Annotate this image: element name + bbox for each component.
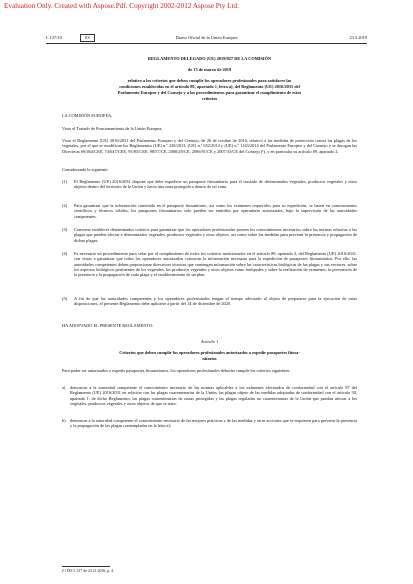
whereas-heading: Considerando lo siguiente: xyxy=(62,167,109,172)
article-intro: Para poder ser autorizados a expedir pasaportes fitosanitarios, los operadores profesionales deberán cumplir los criterios siguientes: xyxy=(62,368,291,373)
recital-number: (5) xyxy=(62,296,68,301)
page-reference: L 137/10 xyxy=(46,35,62,40)
article-title: Criterios que deben cumplir los operadores profesionales autorizados a expedir pasaportes fitosa- xyxy=(119,350,300,355)
recital-text: Conviene establecer determinados criterios para garantizar que los operadores profesionales poseen los conocimientos necesarios sobre las normas relativas a las plagas que pueden afectar a determinados vegetales, productos vegetales y otros objetos, así como sobre las medidas para prevenir la presencia y propagación de dichas plagas. xyxy=(74,227,357,243)
recital-number: (3) xyxy=(62,227,68,232)
recital-text: El Reglamento (UE) 2016/2031 dispone que debe expedirse un pasaporte fitosanitario para el traslado de determinados vegetales, productos vegetales y otros objetos dentro del territorio de la Unión y hacia una zona protegida o dentro de tal zona. xyxy=(74,179,357,190)
point-text: demostrar a la autoridad competente el conocimiento necesario de las normas aplicables a los exámenes efectuados de conformidad con el artículo 87 del Reglamento (UE) 2016/2031 en relación con las plagas cuarentenarias de la Unión, las plagas objeto de las medidas adoptadas de conformidad con el artículo 30, apartado 1, de dicho Reglamento, las plagas cuarentenarias de zonas protegidas y las plagas reguladas no cuarentenarias de la Unión que puedan afectar a los vegetales, productos vegetales y otros objetos de que se trate; xyxy=(70,385,357,406)
recital-text: Para garantizar que la información contenida en el pasaporte fitosanitario, así como los exámenes requeridos para su expedición, se basen en conocimientos científicos y técnicos sólidos, los pasaportes fitosanitarios solo pueden ser emitidos por operadores autorizados, bajo la supervisión de las autoridades competentes. xyxy=(74,203,357,219)
footnote: (¹) DO L 317 de 23.11.2016, p. 4. xyxy=(62,569,115,573)
regulation-title: REGLAMENTO DELEGADO (UE) 2019/827 DE LA COMISIÓN xyxy=(147,56,272,61)
regulation-date: de 13 de marzo de 2019 xyxy=(187,67,232,72)
recital-number: (2) xyxy=(62,203,68,208)
point-letter: a) xyxy=(62,385,66,390)
recital-number: (4) xyxy=(62,251,68,256)
recital-text: Es necesario un procedimiento para velar por el cumplimiento de todos los criterios mencionados en el artículo 89, apartado 2, del Reglamento (UE) 2016/2031, con vistas a garantizar que todos los operadores autorizados conozcan la información necesaria para la expedición de pasaportes fitosanitarios. Por ello, las autoridades competentes deben proporcionar directrices técnicas que contengan información sobre las características biológicas de las plagas y sus vectores, sobre los aspectos biológicos pertinentes de los vegetales, los productos vegetales y otros objetos como huéspedes y sobre la realización de exámenes, la prevención de la presencia y la propagación de cada plaga y el establecimiento de un plan. xyxy=(74,251,357,278)
regulation-subject-line: condiciones establecidas en el artículo 89, apartado 1, letra a), del Reglamento (UE) 2016/2031 del xyxy=(119,84,300,89)
watermark: Evaluation Only. Created with Aspose.Pdf. Copyright 2002-2012 Aspose Pty Ltd. xyxy=(4,2,239,10)
article-number: Artículo 1 xyxy=(200,339,219,344)
point-text: demostrar a la autoridad competente el conocimiento necesario de las mejores prácticas y de las medidas y otras acciones que se requieren para prevenir la presencia y la propagación de las plagas contempladas en la letra a); xyxy=(70,418,357,429)
footnote-rule xyxy=(62,566,110,567)
regulation-subject-line: Parlamento Europeo y del Consejo y a los procedimientos para garantizar el cumplimiento de estos xyxy=(117,90,302,95)
journal-date: 23.5.2019 xyxy=(349,35,367,40)
language-box: ES xyxy=(80,34,95,42)
commission-heading: LA COMISIÓN EUROPEA, xyxy=(62,113,113,118)
regulation-subject-line: criterios xyxy=(201,96,218,101)
point-letter: b) xyxy=(62,418,66,423)
page-header xyxy=(46,33,367,42)
recital-number: (1) xyxy=(62,179,68,184)
journal-title: Diario Oficial de la Unión Europea xyxy=(175,35,238,40)
recital-text: A fin de que las autoridades competentes y los operadores profesionales tengan el tiempo adecuado al objeto de prepararse para la ejecución de estas disposiciones, el presente Reglamento debe aplicarse a partir del 14 de diciembre de 2020. xyxy=(74,296,357,307)
article-title: nitarios xyxy=(202,356,217,361)
regulation-subject-line: relativo a los criterios que deben cumplir los operadores profesionales para satisfacer las xyxy=(127,78,292,83)
adoption-statement: HA ADOPTADO EL PRESENTE REGLAMENTO: xyxy=(62,323,154,328)
header-rule xyxy=(46,43,367,44)
citation-regulation: Visto el Reglamento (UE) 2016/2031 del Parlamento Europeo y del Consejo, de 26 de octubre de 2016, relativo a las medidas de protección contra las plagas de los vegetales, por el que se modifican los Reglamentos (UE) n.º 228/2013, (UE) n.º 652/2014 y (UE) n.º 1143/2014 del Parlamento Europeo y del Consejo y se derogan las Directivas 69/464/CEE, 74/647/CEE, 93/85/CEE, 98/57/CE, 2000/29/CE, 2006/91/CE y 2007/33/CE del Consejo (¹), y en particular su artículo 89, apartado 2, xyxy=(62,138,357,154)
citation-treaty: Visto el Tratado de Funcionamiento de la Unión Europea, xyxy=(62,126,163,131)
